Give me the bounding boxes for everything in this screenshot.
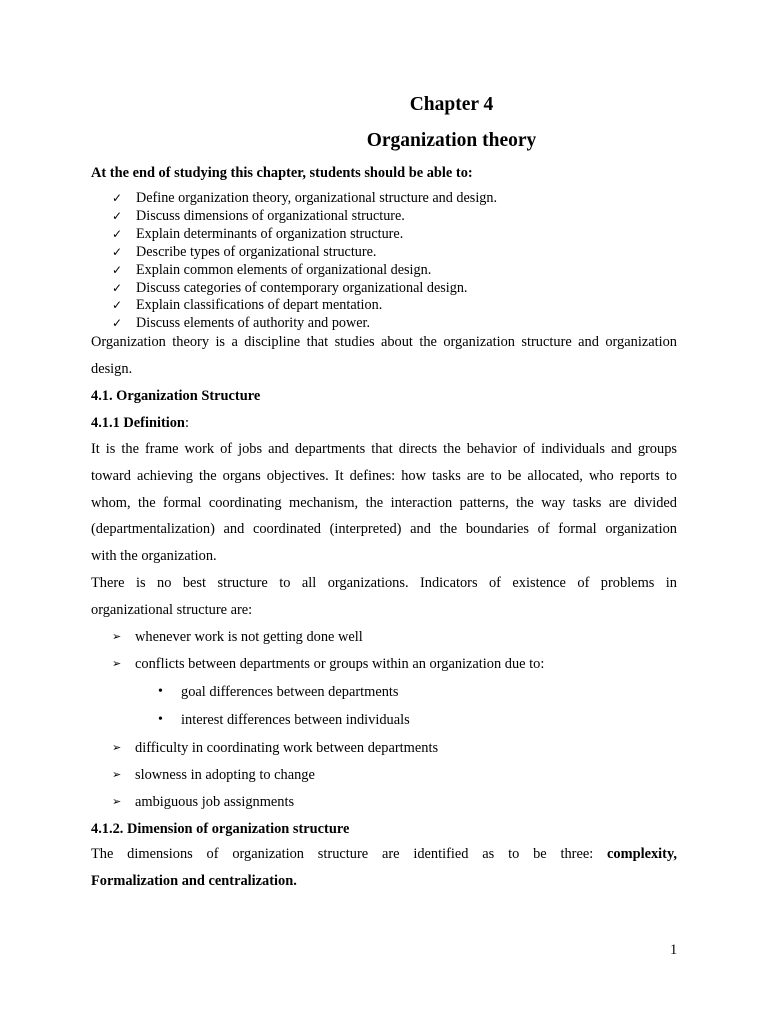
definition-paragraph: It is the frame work of jobs and departments that directs the behavior of individuals and groups toward achieving the organs objectives. It defines: how tasks are to be allocated, who reports to whom, the formal coordinating mechanism, the interaction patterns, the way tasks are divided (departmentalization) and coordinated (interpreted) and the boundaries of formal organization with the organization. — [91, 441, 677, 565]
dimensions-paragraph: The dimensions of organization structure are identified as to be three: complexity, Formalization and centralization. — [91, 846, 677, 889]
objective-item: ✓ Describe types of organizational structure. — [112, 243, 377, 260]
arrow-right-icon: ➢ — [112, 630, 122, 643]
arrow-right-icon: ➢ — [112, 795, 122, 808]
objective-item: ✓ Explain determinants of organization structure. — [112, 225, 404, 242]
objectives-intro: At the end of studying this chapter, students should be able to: — [91, 165, 473, 181]
bullet-dot-icon: • — [158, 684, 163, 699]
arrow-right-icon: ➢ — [112, 768, 122, 781]
check-icon: ✓ — [112, 298, 123, 313]
check-icon: ✓ — [112, 226, 123, 241]
chapter-title: Organization theory — [366, 130, 537, 151]
intro-paragraph: Organization theory is a discipline that studies about the organization structure and organization design. — [91, 334, 677, 377]
chapter-number: Chapter 4 — [409, 94, 494, 115]
check-icon: ✓ — [112, 316, 123, 331]
page-number: 1 — [670, 942, 678, 958]
check-icon: ✓ — [112, 262, 123, 277]
check-icon: ✓ — [112, 280, 123, 295]
problems-paragraph: There is no best structure to all organizations. Indicators of existence of problems in organizational structure are: — [91, 575, 677, 618]
check-icon: ✓ — [112, 244, 123, 259]
check-icon: ✓ — [112, 191, 123, 205]
objective-item: ✓ Explain classifications of depart mentation. — [112, 297, 383, 314]
objective-item: ✓ Discuss elements of authority and power. — [112, 315, 371, 332]
bullet-dot-icon: • — [158, 712, 163, 727]
objective-item: ✓ Define organization theory, organizational structure and design. — [112, 190, 498, 206]
check-icon: ✓ — [112, 208, 123, 223]
objective-item: ✓ Discuss dimensions of organizational structure. — [112, 207, 405, 224]
definition-heading: 4.1.1 Definition: — [91, 415, 189, 431]
objective-item: ✓ Discuss categories of contemporary organizational design. — [112, 279, 468, 296]
document-page: Chapter 4 Organization theory At the end of studying this chapter, students should be able to: ✓ Define organization theory, organizational structure and design. ✓ Discuss dimensions of organizational structure. ✓ Explain determinants of organization structure. ✓ Describe types of organizational structure. ✓ Explain common elements of organizational design. ✓ Discuss categories of contemporary organizational design. ✓ Explain classifications of depart mentation. ✓ Discuss elements of authority and power. Organization theory is a discipline that studies about the organization structure and organization design. 4.1. Organization Structure 4.1.1 Definition: It is the frame work of jobs and departments that directs the behavior of individuals and groups toward achieving the organs objectives. It defines: how tasks are to be allocated, who reports to whom, the formal coordinating mechanism, the interaction patterns, the way tasks are divided (departmentalization) and coordinated (interpreted) and the boundaries of formal organization with the organization. There is no best structure to all organizations. Indicators of existence of problems in organizational structure are: ➢ whenever work is not getting done well ➢ conflicts between departments or groups within an organization due to: • goal differences between departments • interest differences between individuals ➢ difficulty in coordinating work between departments ➢ slowness in adopting to change ➢ ambiguous job assignments 4.1.2. Dimension of organization structure The dimensions of organization structure are identified as to be three: complexity, Formalization and centralization. 1 — [0, 0, 768, 1024]
section-heading-4-1: 4.1. Organization Structure — [91, 388, 261, 404]
arrow-right-icon: ➢ — [112, 741, 122, 754]
objectives-list — [112, 190, 497, 333]
objective-item: ✓ Explain common elements of organizational design. — [112, 261, 432, 278]
arrow-right-icon: ➢ — [112, 657, 122, 670]
section-heading-4-1-2: 4.1.2. Dimension of organization structure — [91, 821, 350, 837]
